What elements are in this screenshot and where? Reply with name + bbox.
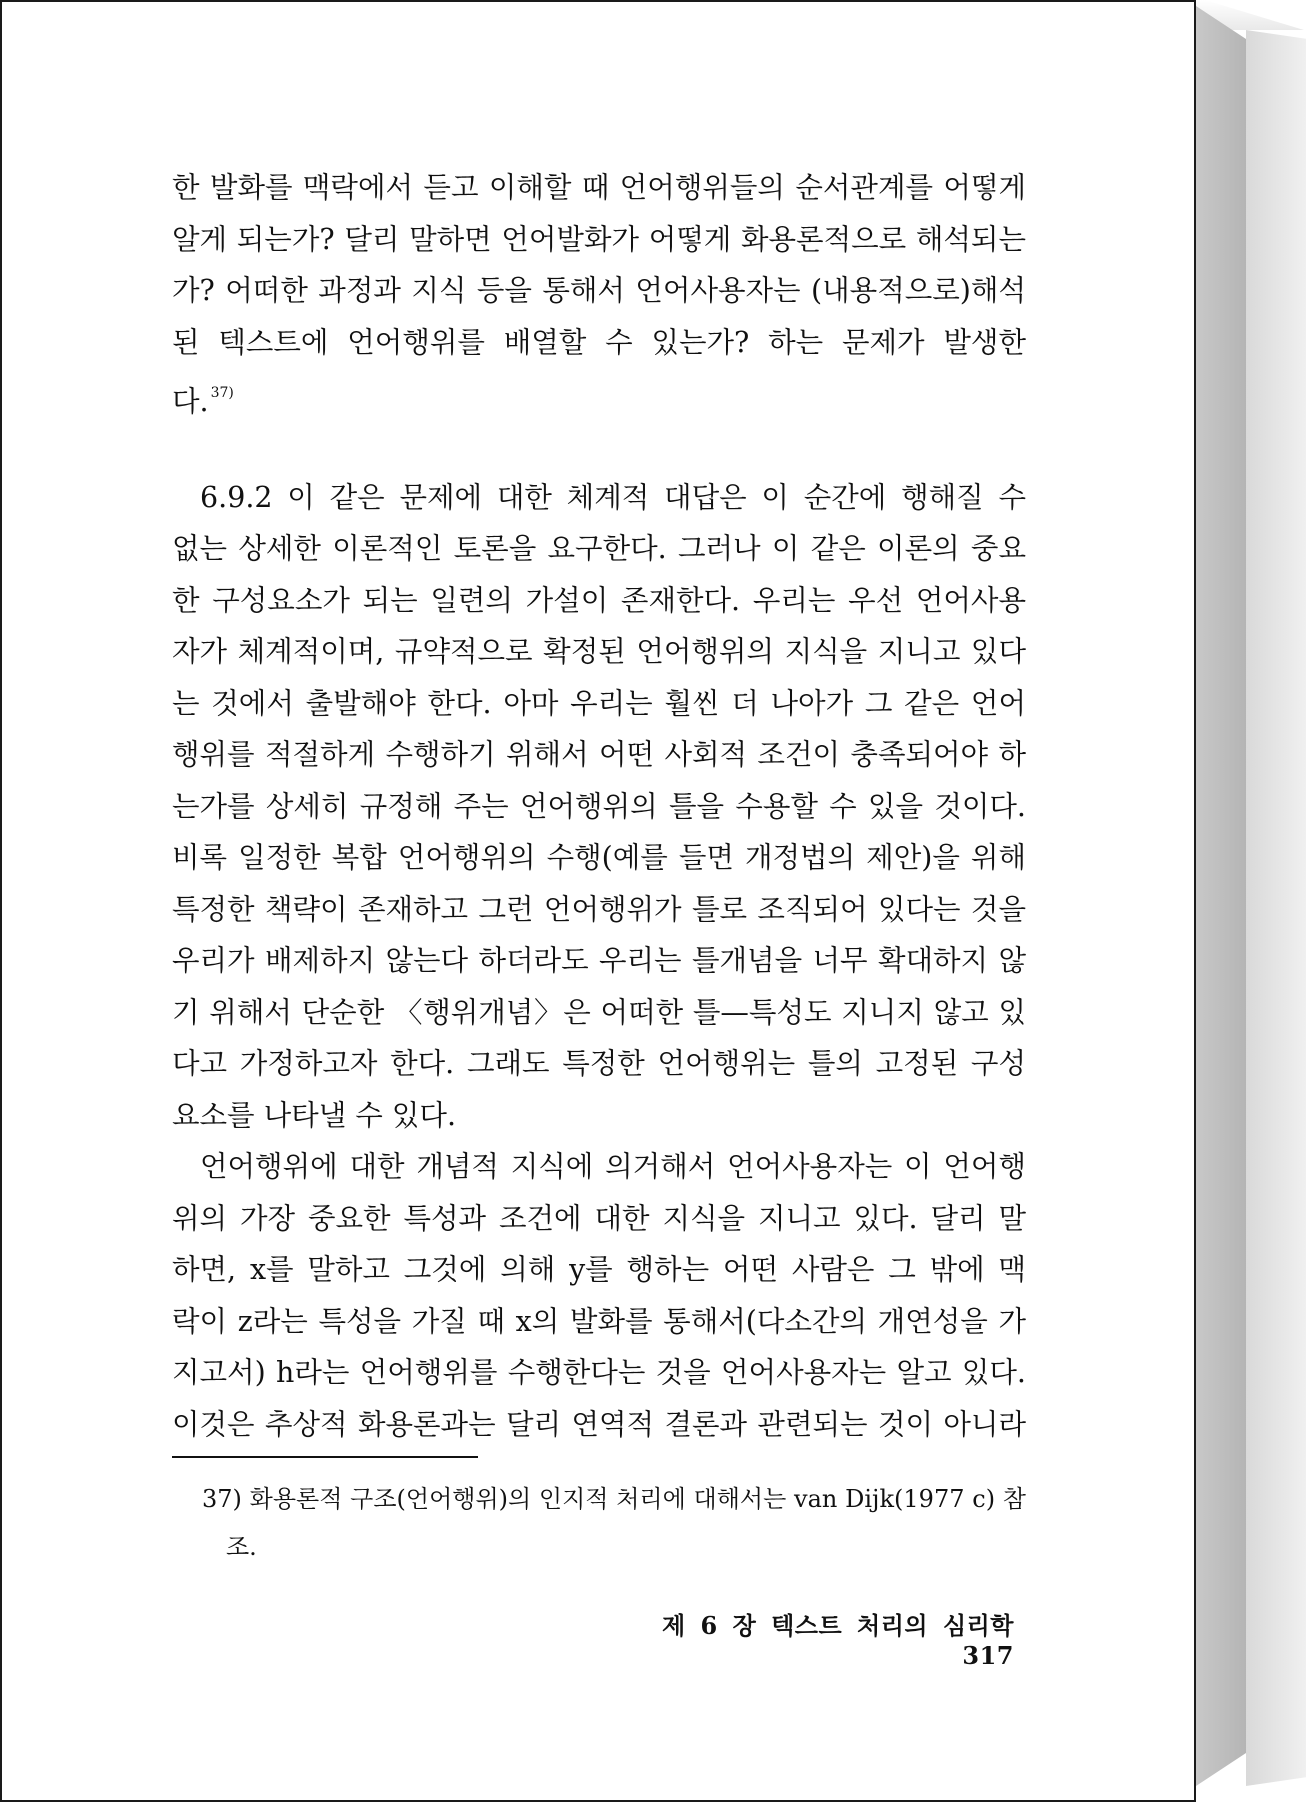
text-line: 한 발화를 맥락에서 듣고 이해할 때 언어행위들의 순서관계를 어떻게 bbox=[172, 171, 1026, 204]
footnote-line: 37) 화용론적 구조(언어행위)의 인지적 처리에 대해서는 van Dijk(1977 c) 참 bbox=[202, 1485, 1026, 1513]
text-line: 우리가 배제하지 않는다 하더라도 우리는 틀개념을 너무 확대하지 않 bbox=[172, 944, 1026, 977]
text-line: 는 것에서 출발해야 한다. 아마 우리는 훨씬 더 나아가 그 같은 언어 bbox=[172, 686, 1026, 720]
chapter-title: 텍스트 처리의 심리학 bbox=[771, 1611, 1014, 1640]
text-line: 위의 가장 중요한 특성과 조건에 대한 지식을 지니고 있다. 달리 말 bbox=[172, 1201, 1026, 1235]
text-line: 가? 어떠한 과정과 지식 등을 통해서 언어사용자는 (내용적으로)해석 bbox=[172, 274, 1026, 307]
text-line: 는가를 상세히 규정해 주는 언어행위의 틀을 수용할 수 있을 것이다. bbox=[172, 789, 1026, 823]
text-line: 이것은 추상적 화용론과는 달리 연역적 결론과 관련되는 것이 아니라 bbox=[172, 1407, 1026, 1441]
text-line: 락이 z라는 특성을 가질 때 x의 발화를 통해서(다소간의 개연성을 가 bbox=[172, 1304, 1026, 1338]
paragraph-3 bbox=[172, 1141, 1026, 1450]
text-line: 하면, x를 말하고 그것에 의해 y를 행하는 어떤 사람은 그 밖에 맥 bbox=[172, 1253, 1026, 1286]
text-line: 기 위해서 단순한 〈행위개념〉은 어떠한 틀—특성도 지니지 않고 있 bbox=[172, 995, 1026, 1029]
text-line: 알게 되는가? 달리 말하면 언어발화가 어떻게 화용론적으로 해석되는 bbox=[172, 222, 1026, 256]
running-footer bbox=[620, 1606, 1014, 1670]
text-line: 비록 일정한 복합 언어행위의 수행(예를 들면 개정법의 제안)을 위해 bbox=[172, 841, 1026, 874]
book-spine bbox=[1196, 6, 1250, 1786]
text-line: 지고서) h라는 언어행위를 수행한다는 것을 언어사용자는 알고 있다. bbox=[172, 1356, 1026, 1389]
text-line: 요소를 나타낼 수 있다. bbox=[172, 1098, 457, 1132]
footnote-ref: 37) bbox=[210, 385, 234, 401]
text-line: 6.9.2 이 같은 문제에 대한 체계적 대답은 이 순간에 행해질 수 bbox=[200, 480, 1026, 514]
page-number: 317 bbox=[962, 1641, 1014, 1670]
text-line: 행위를 적절하게 수행하기 위해서 어떤 사회적 조건이 충족되어야 하 bbox=[172, 738, 1026, 771]
text-line: 언어행위에 대한 개념적 지식에 의거해서 언어사용자는 이 언어행 bbox=[200, 1150, 1026, 1183]
text-fragment: 다. bbox=[172, 385, 209, 418]
footnote-rule bbox=[172, 1456, 478, 1458]
paragraph-2 bbox=[172, 472, 1026, 1142]
paragraph-gap bbox=[172, 428, 1026, 472]
page-stack-edge bbox=[1246, 30, 1306, 1786]
footnote-line: 조. bbox=[226, 1533, 257, 1561]
text-line: 자가 체계적이며, 규약적으로 확정된 언어행위의 지식을 지니고 있다 bbox=[172, 635, 1026, 668]
text-line: 한 구성요소가 되는 일련의 가설이 존재한다. 우리는 우선 언어사용 bbox=[172, 583, 1026, 617]
text-line: 된 텍스트에 언어행위를 배열할 수 있는가? 하는 문제가 발생한 bbox=[172, 325, 1026, 359]
text-line-last bbox=[172, 368, 1026, 428]
footnote bbox=[202, 1475, 1026, 1571]
paragraph-1 bbox=[172, 162, 1026, 428]
body-text bbox=[172, 162, 1026, 1450]
text-line: 없는 상세한 이론적인 토론을 요구한다. 그러나 이 같은 이론의 중요 bbox=[172, 532, 1026, 565]
chapter-label: 제 6 장 bbox=[661, 1611, 757, 1640]
text-line: 특정한 책략이 존재하고 그런 언어행위가 틀로 조직되어 있다는 것을 bbox=[172, 892, 1026, 926]
text-line: 다고 가정하고자 한다. 그래도 특정한 언어행위는 틀의 고정된 구성 bbox=[172, 1047, 1026, 1080]
